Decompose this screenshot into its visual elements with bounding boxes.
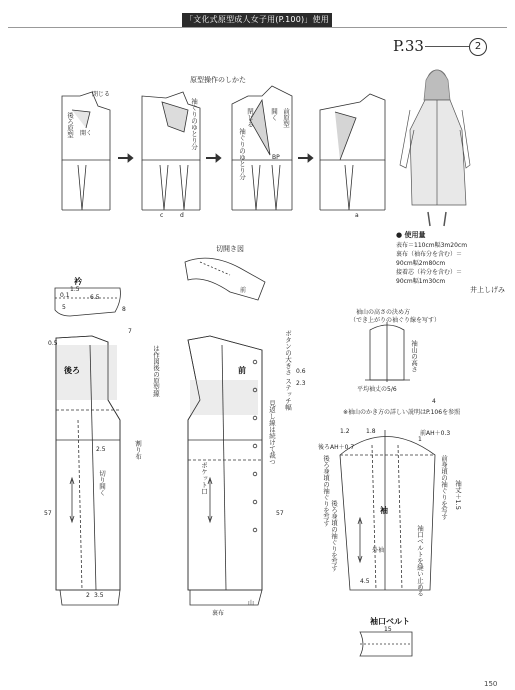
label-lining: 裏布 xyxy=(212,610,225,617)
num-4-5: 4.5 xyxy=(360,578,370,585)
label-back-princess: 後ろ原型 xyxy=(66,112,74,138)
materials-author: 井上しげみ xyxy=(470,286,505,294)
label-sleeve-detail: ※袖山のかき方の詳しい説明はP.106を参照 xyxy=(343,409,461,416)
num-7: 7 xyxy=(128,328,132,335)
label-facing: 見返し線は続けて裁つ xyxy=(268,400,276,465)
num-0-5: 0.5 xyxy=(48,340,58,347)
reference-number: 2 xyxy=(469,38,487,56)
label-d: d xyxy=(180,212,184,219)
label-cap-height: 袖山の高さ xyxy=(410,340,418,373)
num-1-2: 1.2 xyxy=(340,428,350,435)
num-1: 1 xyxy=(418,436,422,443)
label-average-cap: 平均袖丈の5/6 xyxy=(357,386,397,393)
label-open-line: 切り開く xyxy=(98,470,106,496)
materials-line-4: 接着芯（衿分を含む）＝ xyxy=(396,269,463,276)
label-yoke: は作図後の原型線 xyxy=(152,345,160,397)
num-4: 4 xyxy=(432,398,436,405)
num-15: 15 xyxy=(384,626,392,633)
sleeve-cap-title: 袖山の高さの決め方 xyxy=(356,309,411,316)
num-1-8: 1.8 xyxy=(366,428,376,435)
num-2-5: 2.5 xyxy=(96,446,106,453)
label-close: 閉じる xyxy=(92,91,111,98)
label-front: 前 xyxy=(238,366,246,375)
num-3-5: 3.5 xyxy=(94,592,104,599)
label-split: 割り布 xyxy=(134,440,142,460)
num-57-right: 57 xyxy=(276,510,284,517)
label-back-ah: 後ろAH＋0.7 xyxy=(318,444,355,451)
num-57-left: 57 xyxy=(44,510,52,517)
num-6-5: 6.5 xyxy=(90,294,100,301)
num-0-1: 0.1 xyxy=(60,292,70,299)
num-2-3: 2.3 xyxy=(296,380,306,387)
label-cuff-note: 袖口ベルトを縫い止める xyxy=(416,525,424,597)
label-c: c xyxy=(160,212,164,219)
label-mountain: 山 xyxy=(248,600,255,607)
cuff-title: 袖口ベルト xyxy=(370,617,410,626)
sleeve-cap-sub: （でき上がりの袖ぐり線を写す） xyxy=(350,317,441,324)
materials-title: ● 使用量 xyxy=(396,231,426,239)
label-a: a xyxy=(355,212,359,219)
label-bp: BP xyxy=(272,154,280,161)
label-sleeve: 袖 xyxy=(380,506,388,515)
materials-line-5: 90cm幅1m30cm xyxy=(396,278,446,285)
header-title: 「文化式原型成人女子用(P.100)」使用 xyxy=(182,13,332,27)
label-back-flap: 後ろ身頃の袖ぐりを写す xyxy=(322,455,330,527)
num-8: 8 xyxy=(122,306,126,313)
model-illustration xyxy=(400,70,470,226)
label-back-body: 後ろ身頃の袖ぐりを写す xyxy=(330,500,338,572)
label-armhole-ease-2: 袖ぐりのゆとり分 xyxy=(238,128,246,180)
label-stitch: ボタンの大きさ ステッチ幅 xyxy=(284,330,292,411)
num-0-6: 0.6 xyxy=(296,368,306,375)
label-back: 後ろ xyxy=(64,366,80,375)
cutting-title: 切開き図 xyxy=(216,245,244,253)
materials-line-1: 表布＝110cm幅3m20cm xyxy=(396,242,468,249)
label-open: 開く xyxy=(80,130,93,137)
collar-title: 衿 xyxy=(74,277,82,286)
page-reference: P.33 xyxy=(393,37,424,55)
label-pocket: ポケット口 xyxy=(200,462,208,495)
num-1-5: 1.5 xyxy=(70,286,80,293)
label-sleeve-length: 袖丈＋1.5 xyxy=(454,480,462,510)
label-close-2: 閉じる xyxy=(246,108,254,128)
materials-line-2: 裏布（袖布分を含む）＝ xyxy=(396,251,463,258)
label-armhole-ease: 袖ぐりのゆとり分 xyxy=(190,98,198,150)
label-front-collar: 前 xyxy=(240,287,247,294)
pattern-ops-title: 原型操作のしかた xyxy=(190,76,246,84)
materials-block xyxy=(396,230,511,295)
label-outer: 外袖 xyxy=(372,547,385,554)
materials-line-3: 90cm幅2m80cm xyxy=(396,260,446,267)
label-front-ah: 前AH＋0.3 xyxy=(420,430,451,437)
page-number: 150 xyxy=(484,680,498,688)
label-front-flap: 前身頃の袖ぐりを写す xyxy=(440,455,448,520)
label-open-2: 開く xyxy=(270,108,278,121)
num-5: 5 xyxy=(62,304,66,311)
label-front-princess: 前原型 xyxy=(282,108,290,128)
num-2: 2 xyxy=(86,592,90,599)
